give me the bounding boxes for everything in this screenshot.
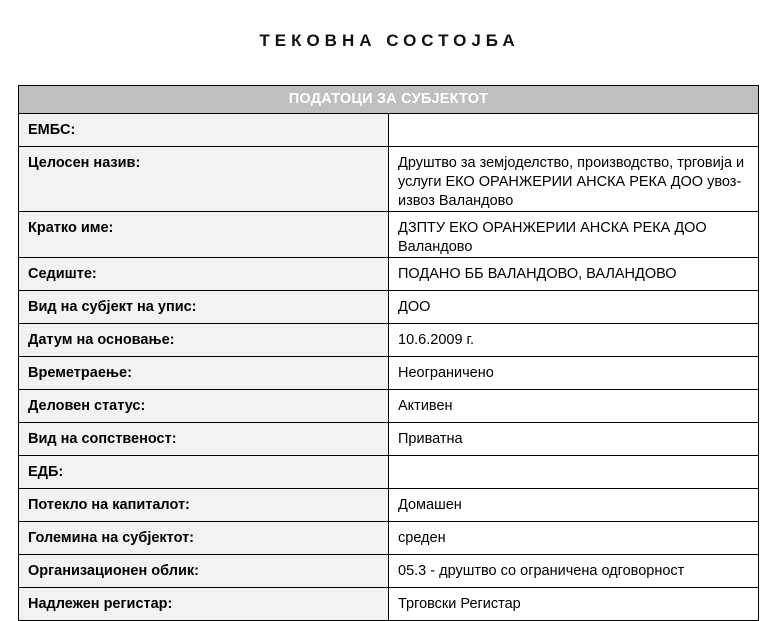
- section-header: ПОДАТОЦИ ЗА СУБЈЕКТОТ: [19, 86, 759, 114]
- row-value: [389, 423, 759, 456]
- table-row-entity-type: [19, 291, 759, 324]
- row-label-text: Целосен назив:: [28, 155, 141, 171]
- table-row-competent-registry: [19, 588, 759, 621]
- row-label-text: Деловен статус:: [28, 398, 146, 414]
- row-value-text: Активен: [398, 398, 453, 414]
- row-value: [389, 147, 759, 212]
- table-row-entity-size: [19, 522, 759, 555]
- row-value-text: среден: [398, 530, 446, 546]
- row-value-text: ДЗПТУ ЕКО ОРАНЖЕРИИ АНСКА РЕКА ДОО Валандово: [398, 220, 707, 255]
- table-row-short-name: [19, 212, 759, 258]
- row-label-text: Големина на субјектот:: [28, 530, 194, 546]
- row-label-text: Потекло на капиталот:: [28, 497, 190, 513]
- row-value-text: Приватна: [398, 431, 463, 447]
- row-label-text: Седиште:: [28, 266, 97, 282]
- table-row-embs: [19, 114, 759, 147]
- row-label: [19, 555, 389, 588]
- row-value: [389, 489, 759, 522]
- row-label: [19, 258, 389, 291]
- table-row-seat: [19, 258, 759, 291]
- row-value-text: 10.6.2009 г.: [398, 332, 475, 348]
- row-label-text: Датум на основање:: [28, 332, 175, 348]
- row-value: [389, 114, 759, 147]
- row-label: [19, 212, 389, 258]
- row-value: [389, 555, 759, 588]
- row-value: [389, 212, 759, 258]
- row-value-text: Друштво за земјоделство, производство, трговија и услуги ЕКО ОРАНЖЕРИИ АНСКА РЕКА ДОО увоз-извоз Валандово: [398, 155, 745, 209]
- row-value-text: Трговски Регистар: [398, 596, 521, 612]
- row-value: [389, 456, 759, 489]
- table-row-business-status: [19, 390, 759, 423]
- table-row-founding-date: [19, 324, 759, 357]
- row-label: [19, 588, 389, 621]
- row-value-text: Неограничено: [398, 365, 494, 381]
- table-row-ownership-type: [19, 423, 759, 456]
- row-value-text: ДОО: [398, 299, 431, 315]
- row-value-text: ПОДАНО ББ ВАЛАНДОВО, ВАЛАНДОВО: [398, 266, 677, 282]
- row-label-text: ЕМБС:: [28, 122, 76, 138]
- section-header-row: [19, 86, 759, 114]
- row-value: [389, 522, 759, 555]
- row-label-text: ЕДБ:: [28, 464, 64, 480]
- row-value: [389, 291, 759, 324]
- row-value: [389, 357, 759, 390]
- row-label: [19, 522, 389, 555]
- table-row-capital-origin: [19, 489, 759, 522]
- table-row-edb: [19, 456, 759, 489]
- row-value: [389, 258, 759, 291]
- table-row-full-name: [19, 147, 759, 212]
- row-label: [19, 456, 389, 489]
- row-label: [19, 291, 389, 324]
- row-label-text: Организационен облик:: [28, 563, 199, 579]
- row-label: [19, 147, 389, 212]
- row-label: [19, 390, 389, 423]
- row-label: [19, 357, 389, 390]
- row-label: [19, 489, 389, 522]
- row-value-text: 05.3 - друштво со ограничена одговорност: [398, 563, 685, 579]
- table-row-organizational-form: [19, 555, 759, 588]
- row-label-text: Вид на сопственост:: [28, 431, 177, 447]
- row-label: [19, 423, 389, 456]
- table-row-duration: [19, 357, 759, 390]
- row-label-text: Вид на субјект на упис:: [28, 299, 197, 315]
- row-value: [389, 390, 759, 423]
- row-label-text: Надлежен регистар:: [28, 596, 173, 612]
- subject-data-table: [18, 85, 759, 621]
- row-label: [19, 114, 389, 147]
- row-label-text: Времетраење:: [28, 365, 132, 381]
- row-label: [19, 324, 389, 357]
- document-title: ТЕКОВНА СОСТОЈБА: [259, 31, 520, 50]
- row-value: [389, 588, 759, 621]
- row-value-text: Домашен: [398, 497, 462, 513]
- row-label-text: Кратко име:: [28, 220, 114, 236]
- row-value: [389, 324, 759, 357]
